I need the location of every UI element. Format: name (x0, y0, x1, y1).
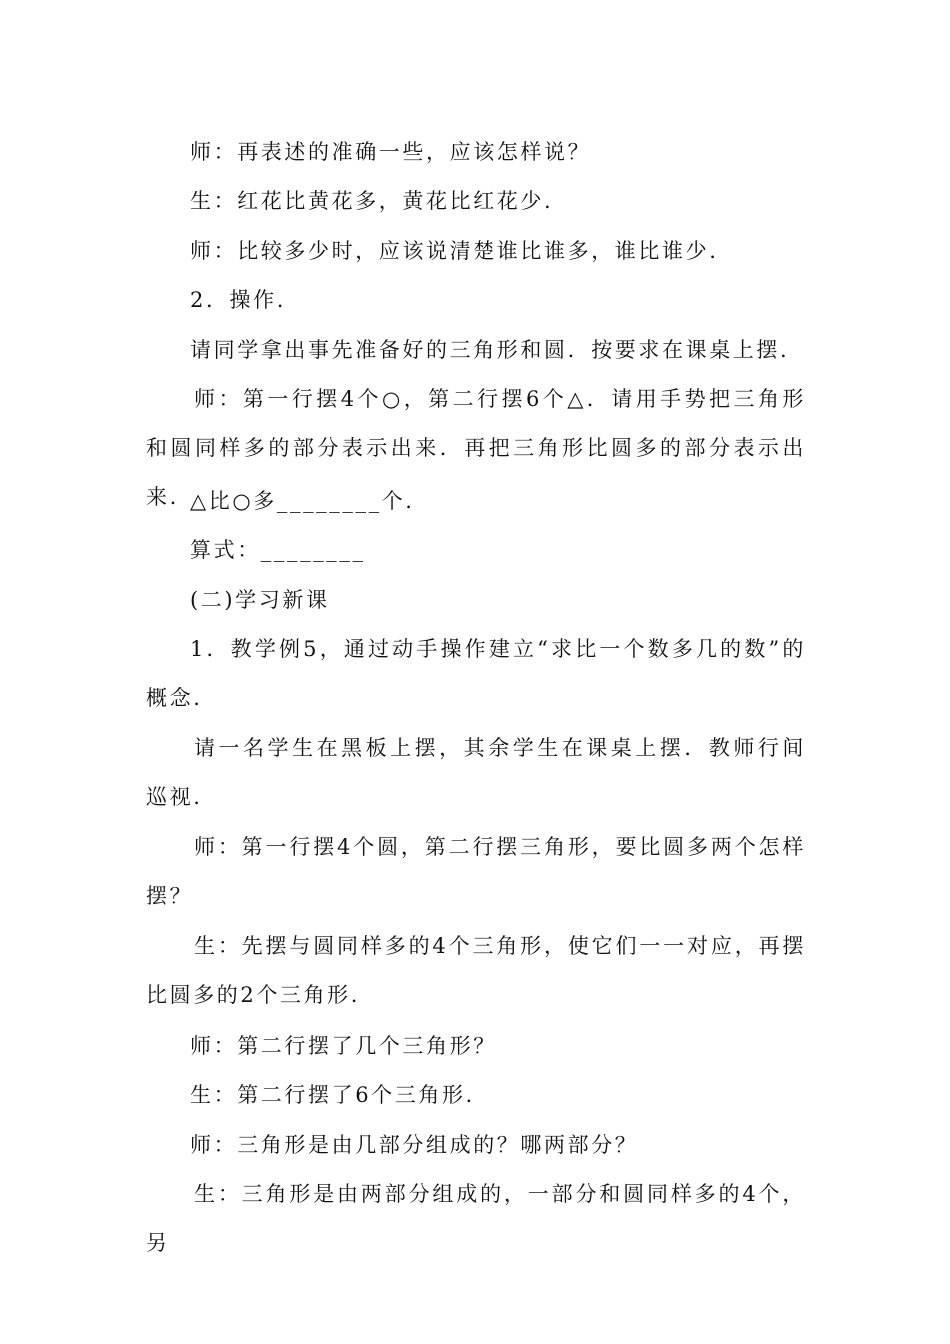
paragraph-teacher-parts: 师：三角形是由几部分组成的？哪两部分？ (190, 1133, 639, 1157)
paragraph-instruction: 请同学拿出事先准备好的三角形和圆．按要求在课桌上摆. (190, 338, 790, 362)
paragraph-teacher-count: 师：第二行摆了几个三角形？ (190, 1034, 497, 1058)
paragraph-student-method: 生：先摆与圆同样多的4个三角形，使它们一一对应，再摆比圆多的2个三角形. (146, 934, 806, 1007)
paragraph-blackboard: 请一名学生在黑板上摆，其余学生在课桌上摆．教师行间巡视. (146, 736, 806, 809)
paragraph-teacher-question: 师：再表述的准确一些，应该怎样说？ (190, 140, 592, 164)
paragraph-student-count: 生：第二行摆了6个三角形. (190, 1083, 475, 1107)
section-new-lesson-heading: (二)学习新课 (190, 588, 330, 612)
paragraph-teacher-summary: 师：比较多少时，应该说清楚谁比谁多，谁比谁少. (190, 239, 719, 263)
section-operation-heading: 2．操作. (190, 288, 287, 312)
paragraph-student-answer: 生：红花比黄花多，黄花比红花少. (190, 189, 554, 213)
paragraph-student-parts: 生：三角形是由两部分组成的，一部分和圆同样多的4个，另 (146, 1182, 806, 1255)
paragraph-formula-blank: 算式：________ (190, 538, 366, 562)
paragraph-teacher-arrange: 师：第一行摆4个○，第二行摆6个△．请用手势把三角形和圆同样多的部分表示出来．再把三角形比圆多的部分表示出来. (146, 387, 806, 509)
paragraph-example-5: 1．教学例5，通过动手操作建立“求比一个数多几的数”的概念. (146, 637, 806, 710)
paragraph-teacher-rows: 师：第一行摆4个圆，第二行摆三角形，要比圆多两个怎样摆？ (146, 835, 806, 908)
paragraph-fill-blank: △比○多________个. (190, 489, 415, 513)
